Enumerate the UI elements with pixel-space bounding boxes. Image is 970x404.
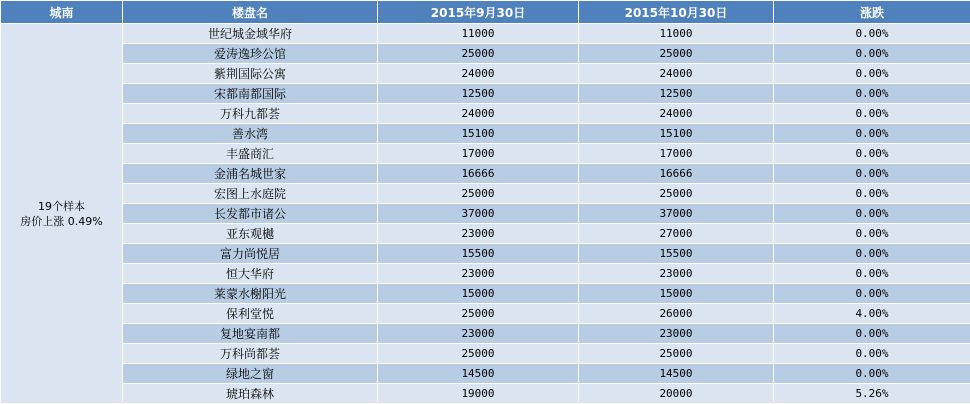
table-body [1,24,970,404]
project-name-cell: 善水湾 [123,124,378,144]
oct-price-cell: 17000 [579,144,774,164]
header-project-name: 楼盘名 [123,1,378,24]
oct-price-cell: 12500 [579,84,774,104]
change-cell: 0.00% [774,224,970,244]
oct-price-cell: 15100 [579,124,774,144]
table-row [1,24,970,44]
header-sep-price: 2015年9月30日 [378,1,579,24]
sep-price-cell: 24000 [378,104,579,124]
oct-price-cell: 25000 [579,184,774,204]
oct-price-cell: 25000 [579,44,774,64]
sep-price-cell: 15100 [378,124,579,144]
project-name-cell: 富力尚悦居 [123,244,378,264]
change-cell: 5.26% [774,384,970,404]
project-name-cell: 宋都南都国际 [123,84,378,104]
project-name-cell: 长发都市诸公 [123,204,378,224]
table-row [1,384,970,404]
sample-count-label: 19个样本 [1,199,122,214]
table-row [1,284,970,304]
project-name-cell: 亚东观樾 [123,224,378,244]
project-name-cell: 爱涛逸珍公馆 [123,44,378,64]
change-cell: 0.00% [774,24,970,44]
sep-price-cell: 37000 [378,204,579,224]
sep-price-cell: 25000 [378,184,579,204]
project-name-cell: 丰盛商汇 [123,144,378,164]
change-cell: 0.00% [774,44,970,64]
sep-price-cell: 15000 [378,284,579,304]
sep-price-cell: 25000 [378,44,579,64]
sep-price-cell: 16666 [378,164,579,184]
table-row [1,244,970,264]
change-cell: 0.00% [774,64,970,84]
table-row [1,264,970,284]
sep-price-cell: 19000 [378,384,579,404]
change-cell: 0.00% [774,364,970,384]
table-row [1,164,970,184]
change-cell: 0.00% [774,144,970,164]
table-row [1,324,970,344]
table-row [1,84,970,104]
project-name-cell: 金浦名城世家 [123,164,378,184]
oct-price-cell: 26000 [579,304,774,324]
sep-price-cell: 25000 [378,344,579,364]
oct-price-cell: 23000 [579,324,774,344]
change-cell: 0.00% [774,244,970,264]
sep-price-cell: 11000 [378,24,579,44]
sep-price-cell: 23000 [378,224,579,244]
change-cell: 0.00% [774,164,970,184]
sep-price-cell: 14500 [378,364,579,384]
oct-price-cell: 23000 [579,264,774,284]
change-cell: 4.00% [774,304,970,324]
table-row [1,224,970,244]
project-name-cell: 世纪城金域华府 [123,24,378,44]
project-name-cell: 恒大华府 [123,264,378,284]
header-oct-price: 2015年10月30日 [579,1,774,24]
table-row [1,44,970,64]
project-name-cell: 绿地之窗 [123,364,378,384]
table-row [1,64,970,84]
header-district: 城南 [1,1,123,24]
oct-price-cell: 15000 [579,284,774,304]
oct-price-cell: 25000 [579,344,774,364]
table-row [1,124,970,144]
table-row [1,344,970,364]
table-row [1,104,970,124]
price-rise-label: 房价上涨 0.49% [1,214,122,229]
change-cell: 0.00% [774,84,970,104]
oct-price-cell: 20000 [579,384,774,404]
project-name-cell: 万科尚都荟 [123,344,378,364]
project-name-cell: 宏图上水庭院 [123,184,378,204]
change-cell: 0.00% [774,264,970,284]
project-name-cell: 莱蒙水榭阳光 [123,284,378,304]
project-name-cell: 紫荆国际公寓 [123,64,378,84]
sep-price-cell: 24000 [378,64,579,84]
table-row [1,304,970,324]
change-cell: 0.00% [774,104,970,124]
table-row [1,144,970,164]
table-row [1,364,970,384]
oct-price-cell: 24000 [579,64,774,84]
sep-price-cell: 15500 [378,244,579,264]
change-cell: 0.00% [774,184,970,204]
table-row [1,184,970,204]
sep-price-cell: 23000 [378,264,579,284]
header-row [1,1,970,24]
project-name-cell: 保利堂悦 [123,304,378,324]
header-change: 涨跌 [774,1,970,24]
project-name-cell: 复地宴南都 [123,324,378,344]
sep-price-cell: 23000 [378,324,579,344]
table-row [1,204,970,224]
change-cell: 0.00% [774,124,970,144]
project-name-cell: 琥珀森林 [123,384,378,404]
oct-price-cell: 24000 [579,104,774,124]
oct-price-cell: 15500 [579,244,774,264]
oct-price-cell: 27000 [579,224,774,244]
project-name-cell: 万科九都荟 [123,104,378,124]
change-cell: 0.00% [774,344,970,364]
sep-price-cell: 17000 [378,144,579,164]
oct-price-cell: 16666 [579,164,774,184]
oct-price-cell: 14500 [579,364,774,384]
change-cell: 0.00% [774,324,970,344]
change-cell: 0.00% [774,204,970,224]
oct-price-cell: 37000 [579,204,774,224]
oct-price-cell: 11000 [579,24,774,44]
sep-price-cell: 25000 [378,304,579,324]
sep-price-cell: 12500 [378,84,579,104]
district-summary-cell [1,24,123,404]
change-cell: 0.00% [774,284,970,304]
